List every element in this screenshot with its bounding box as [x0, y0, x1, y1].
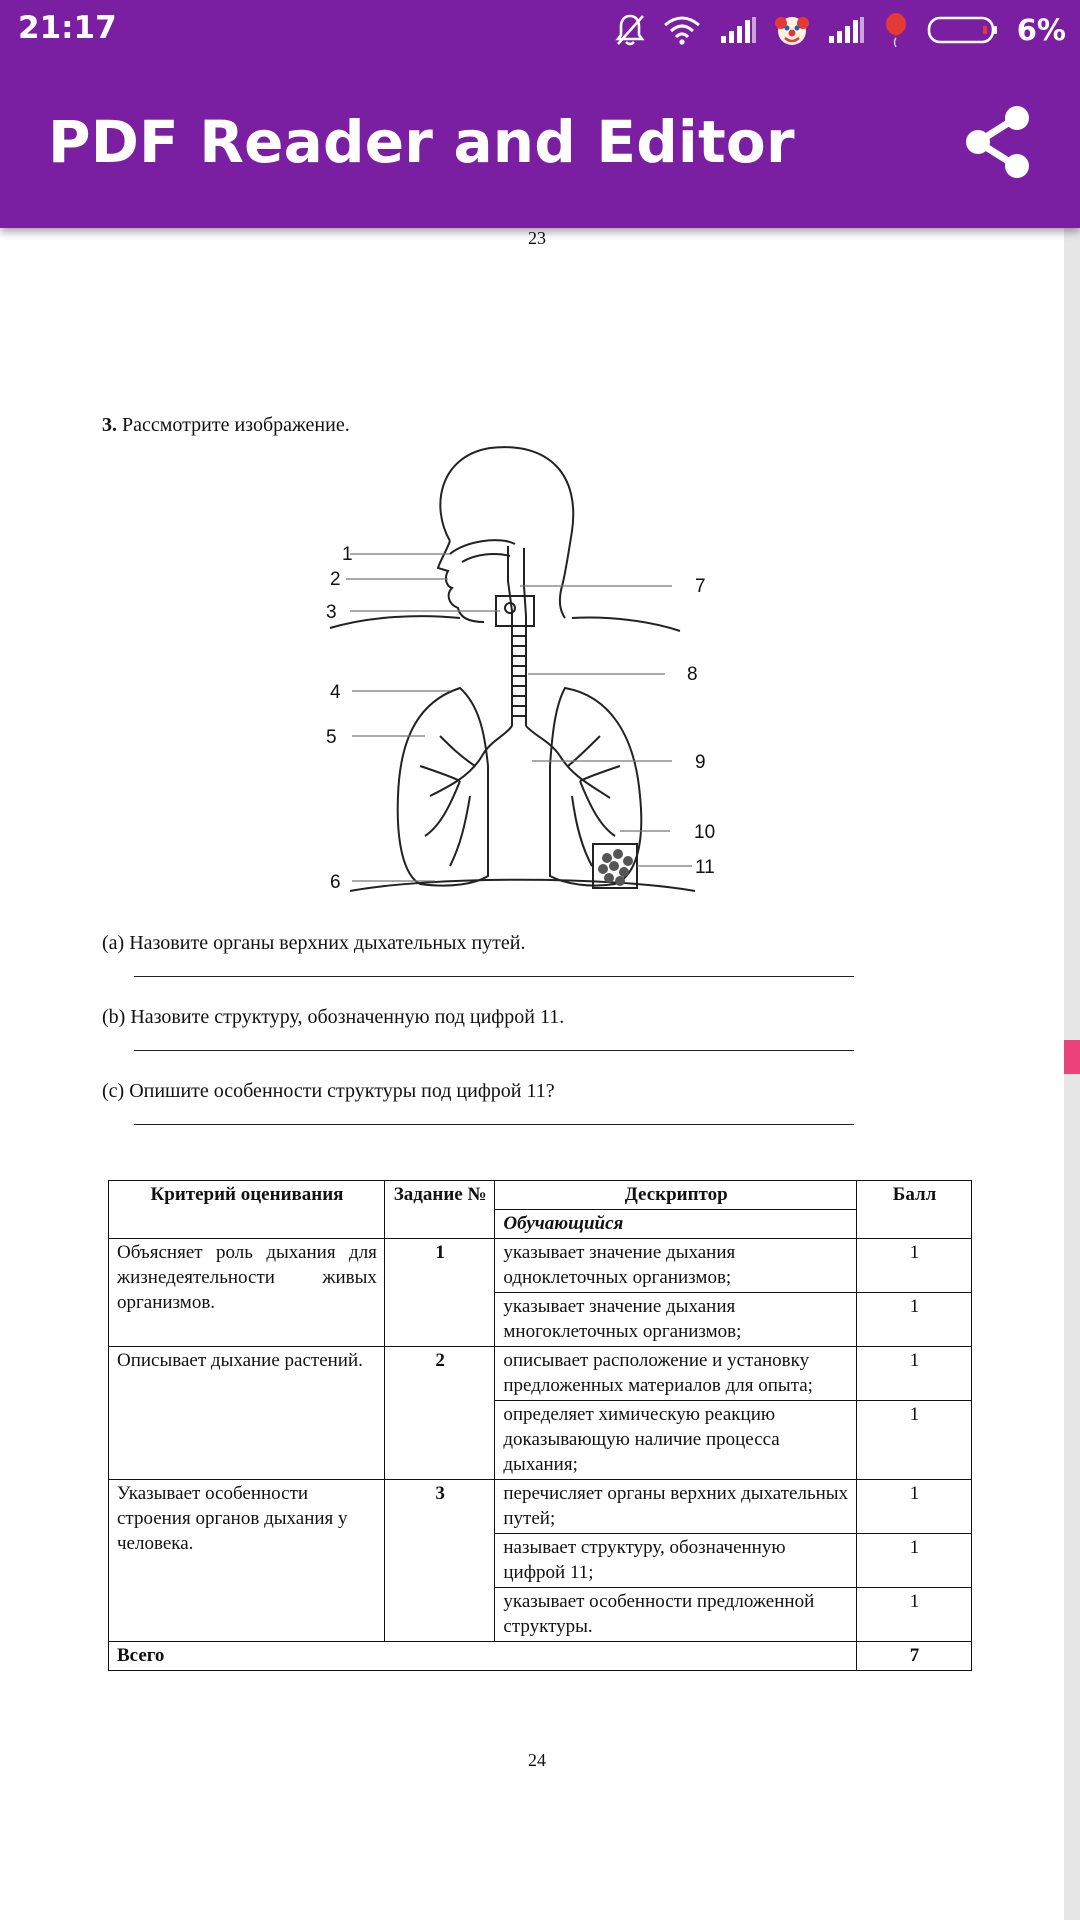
table-total-row	[109, 1642, 972, 1671]
question-b-prefix: (b)	[102, 1006, 126, 1028]
diagram-label-8: 8	[687, 664, 698, 685]
question-c	[102, 1080, 555, 1103]
score-cell: 1	[857, 1239, 972, 1293]
diagram-label-5: 5	[326, 727, 337, 748]
balloon-icon	[883, 12, 909, 48]
diagram-label-7: 7	[695, 576, 706, 597]
diagram-label-10: 10	[694, 822, 716, 843]
score-cell: 1	[857, 1480, 972, 1534]
task-number-cell: 1	[384, 1239, 494, 1347]
score-cell: 1	[857, 1401, 972, 1480]
descriptor-cell: описывает расположение и установку предложенных материалов для опыта;	[495, 1347, 857, 1401]
task-number-cell: 3	[384, 1480, 494, 1642]
status-icons	[615, 10, 1066, 50]
status-bar	[0, 0, 1080, 60]
app-bar	[0, 0, 1080, 228]
share-button[interactable]	[960, 104, 1036, 180]
header-criterion: Критерий оценивания	[109, 1181, 385, 1239]
question-a-text: Назовите органы верхних дыхательных путей.	[129, 932, 526, 954]
score-cell: 1	[857, 1588, 972, 1642]
scrollbar[interactable]	[1064, 228, 1080, 1920]
answer-line-c	[134, 1124, 854, 1125]
diagram-label-4: 4	[330, 682, 341, 703]
table-row	[109, 1480, 972, 1534]
score-cell: 1	[857, 1534, 972, 1588]
header-task: Задание №	[384, 1181, 494, 1239]
descriptor-cell: указывает значение дыхания одноклеточных организмов;	[495, 1239, 857, 1293]
question-b	[102, 1006, 564, 1029]
criterion-cell: Описывает дыхание растений.	[109, 1347, 385, 1480]
answer-line-a	[134, 976, 854, 977]
header-score: Балл	[857, 1181, 972, 1239]
table-row	[109, 1347, 972, 1401]
question-b-text: Назовите структуру, обозначенную под цифрой 11.	[130, 1006, 565, 1028]
criterion-cell: Указывает особенности строения органов дыхания у человека.	[109, 1480, 385, 1642]
cell-signal-icon	[719, 16, 757, 44]
app-title: PDF Reader and Editor	[48, 108, 795, 176]
wifi-icon	[663, 15, 701, 45]
task-text: Рассмотрите изображение.	[122, 414, 350, 436]
task-heading	[102, 414, 350, 437]
table-row	[109, 1239, 972, 1293]
page-number-bottom: 24	[528, 1750, 546, 1770]
question-a	[102, 932, 526, 955]
page-number-top: 23	[528, 228, 546, 248]
status-time: 21:17	[18, 10, 117, 46]
notifications-off-icon	[615, 13, 645, 47]
total-score: 7	[857, 1642, 972, 1671]
diagram-label-11: 11	[695, 857, 715, 878]
question-c-text: Опишите особенности структуры под цифрой 11?	[129, 1080, 555, 1102]
score-cell: 1	[857, 1293, 972, 1347]
question-a-prefix: (a)	[102, 932, 125, 954]
diagram-label-6: 6	[330, 872, 341, 893]
descriptor-cell: перечисляет органы верхних дыхательных путей;	[495, 1480, 857, 1534]
battery-icon	[927, 15, 999, 45]
descriptor-cell: определяет химическую реакцию доказывающую наличие процесса дыхания;	[495, 1401, 857, 1480]
diagram-label-2: 2	[330, 569, 341, 590]
header-descriptor-sub: Обучающийся	[495, 1210, 857, 1239]
answer-line-b	[134, 1050, 854, 1051]
descriptor-cell: указывает значение дыхания многоклеточных организмов;	[495, 1293, 857, 1347]
diagram-label-1: 1	[342, 544, 353, 565]
task-number: 3.	[102, 414, 117, 436]
score-cell: 1	[857, 1347, 972, 1401]
descriptor-cell: указывает особенности предложенной структуры.	[495, 1588, 857, 1642]
question-c-prefix: (c)	[102, 1080, 125, 1102]
assessment-table	[108, 1180, 972, 1671]
scrollbar-thumb[interactable]	[1064, 1040, 1080, 1074]
battery-percent: 6%	[1016, 13, 1066, 47]
pdf-page-view[interactable]	[0, 228, 1064, 1920]
share-icon	[960, 104, 1036, 180]
task-number-cell: 2	[384, 1347, 494, 1480]
clown-emoji-icon	[775, 13, 809, 47]
criterion-cell: Объясняет роль дыхания для жизнедеятельности живых организмов.	[109, 1239, 385, 1347]
respiratory-system-diagram	[310, 436, 730, 896]
diagram-label-3: 3	[326, 602, 337, 623]
cell-signal-icon	[827, 16, 865, 44]
total-label: Всего	[109, 1642, 857, 1671]
diagram-label-9: 9	[695, 752, 706, 773]
header-descriptor: Дескриптор	[495, 1181, 857, 1210]
descriptor-cell: называет структуру, обозначенную цифрой 11;	[495, 1534, 857, 1588]
table-header-row	[109, 1181, 972, 1210]
